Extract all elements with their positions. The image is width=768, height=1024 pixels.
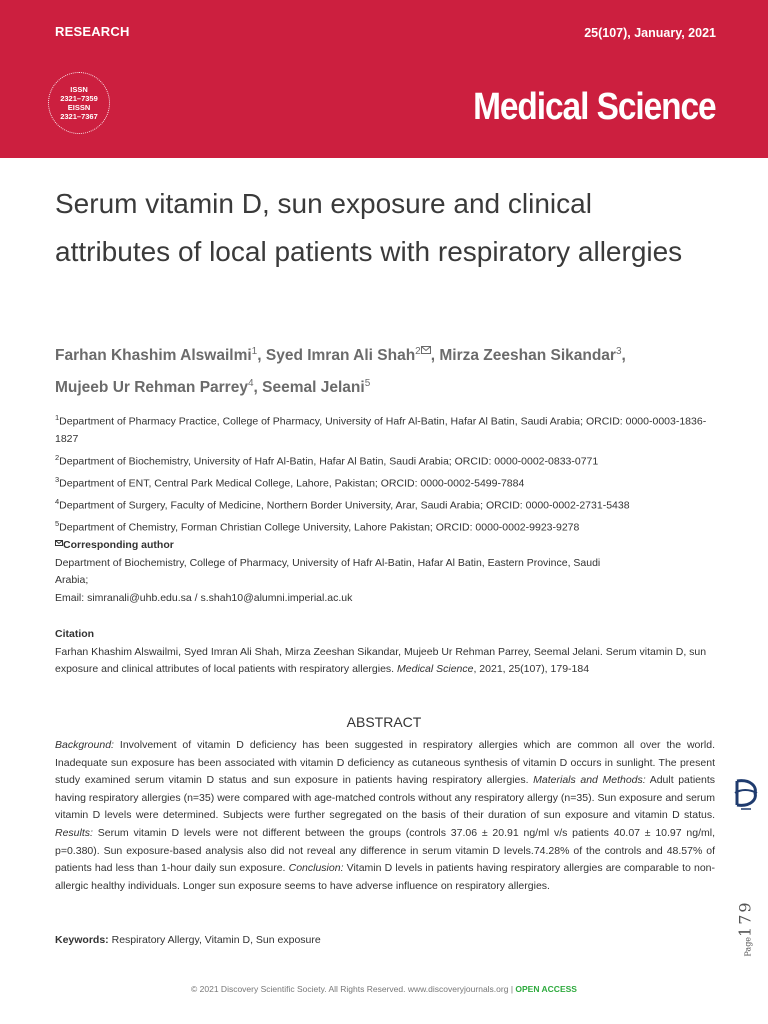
author-name[interactable]: Mirza Zeeshan Sikandar <box>439 347 616 365</box>
abstract-background: Involvement of vitamin D deficiency has been suggested in respiratory allergies which are common all over the world. Inadequate sun exposure has been associated with vitamin D deficiency as cutaneous synthesis of vitamin D occurs in sunlight. The present study examined serum vitamin D status and sun exposure in patients having respiratory allergies. <box>55 739 715 787</box>
affiliation-text: Department of Surgery, Faculty of Medicine, Northern Border University, Arar, Saudi Arabia; ORCID: 0000-0002-2731-5438 <box>59 499 630 511</box>
citation-volume: , 2021, 25(107), 179-184 <box>473 663 590 675</box>
footer <box>0 984 768 994</box>
eissn-label: EISSN <box>67 103 91 112</box>
author-name[interactable]: Farhan Khashim Alswailmi <box>55 347 252 365</box>
author-name[interactable]: Syed Imran Ali Shah <box>265 347 416 365</box>
journal-banner <box>0 0 768 158</box>
affiliation-item <box>55 471 715 493</box>
page-label: Page <box>743 936 753 957</box>
abstract-background-label: Background: <box>55 739 114 751</box>
abstract-methods-label: Materials and Methods: <box>533 774 646 787</box>
corresponding-author <box>55 537 715 607</box>
affiliation-sup: 2 <box>55 452 60 462</box>
corresponding-heading-text: Corresponding author <box>63 539 174 551</box>
affiliation-sup: 5 <box>55 518 60 528</box>
abstract-methods: Adult patients having respiratory allergies (n=35) were compared with age-matched controls without any respiratory allergy (n=35). Sun exposure and serum vitamin D levels were determined. Subjects were further segregated on the basis of their duration of sun exposure and vitamin D status. <box>55 774 715 822</box>
affiliation-sup: 1 <box>55 413 60 422</box>
email-icon <box>55 539 63 551</box>
author-sup: 1 <box>251 346 258 357</box>
affiliation-text: Department of Chemistry, Forman Christian College University, Lahore Pakistan; ORCID: 0000-0002-9923-9278 <box>59 521 580 533</box>
affiliation-sup: 4 <box>55 496 60 506</box>
author-sup: 3 <box>615 346 622 357</box>
citation-heading: Citation <box>55 628 95 640</box>
page-number-rotated <box>736 900 755 956</box>
page-number-value: 179 <box>735 899 755 937</box>
citation-body: Farhan Khashim Alswailmi, Syed Imran Ali Shah, Mirza Zeeshan Sikandar, Mujeeb Ur Rehman Parrey, Seemal Jelani. Serum vitamin D, sun exposure and clinical attributes of local patients with respiratory allergies. <box>55 645 707 675</box>
citation-journal: Medical Science <box>397 663 474 675</box>
author-sup: 5 <box>364 378 371 390</box>
author-name[interactable]: Seemal Jelani <box>262 379 365 397</box>
article-title: Serum vitamin D, sun exposure and clinical attributes of local patients with respiratory allergies <box>55 188 683 267</box>
affiliations <box>55 409 715 537</box>
issn-badge <box>48 72 110 134</box>
abstract-results: Serum vitamin D levels were not different between the groups (controls 37.06 ± 20.91 ng/ml v/s patients 40.07 ± 10.97 ng/ml, p=0.380). Sun exposure-based analysis also did not reveal any difference in serum vitamin D levels.74.28% of the controls and 48.57% of patients had less than 1-hour daily sun exposure. <box>55 826 715 875</box>
author-sup: 4 <box>247 378 254 390</box>
author-sup: 2 <box>415 346 421 357</box>
affiliation-item <box>55 449 715 471</box>
issn-label: ISSN <box>70 85 88 94</box>
author-name[interactable]: Mujeeb Ur Rehman Parrey <box>55 379 248 397</box>
discovery-logo-icon <box>731 775 761 811</box>
affiliation-text: Department of Biochemistry, University of Hafr Al-Batin, Hafar Al Batin, Saudi Arabia; ORCID: 0000-0002-0833-0771 <box>59 455 599 467</box>
section-label: RESEARCH <box>55 24 130 39</box>
citation-block <box>55 626 715 679</box>
abstract-heading: ABSTRACT <box>346 714 422 730</box>
page-number <box>735 898 755 958</box>
corresponding-address: Department of Biochemistry, College of Pharmacy, University of Hafr Al-Batin, Hafar Al Batin, Eastern Province, Saudi Arabia; <box>55 556 601 586</box>
journal-name: Medical Science <box>473 86 716 128</box>
keywords <box>55 934 715 946</box>
affiliation-item <box>55 515 715 537</box>
issue-info: 25(107), January, 2021 <box>584 26 716 40</box>
affiliation-item <box>55 409 715 449</box>
email-icon[interactable] <box>421 346 431 357</box>
keywords-text: Respiratory Allergy, Vitamin D, Sun exposure <box>108 934 321 946</box>
affiliation-text: Department of Pharmacy Practice, College of Pharmacy, University of Hafr Al-Batin, Hafar Al Batin, Saudi Arabia; ORCID: 0000-0003-1836-1827 <box>55 415 707 445</box>
author-list: Farhan Khashim Alswailmi$^1$, Syed Imran Ali Shah$^2$ , Mirza Zeeshan Sikandar$^3$, Mujeeb Ur Rehman Parrey$^4$, Seemal Jelani$^5$ <box>55 346 626 397</box>
affiliation-sup: 3 <box>55 474 60 484</box>
issn-number: 2321–7359 <box>60 94 98 103</box>
corresponding-heading <box>55 537 715 555</box>
citation-text <box>55 644 715 679</box>
abstract-conclusion-label: Conclusion: <box>288 862 344 875</box>
footer-copyright: © 2021 Discovery Scientific Society. All Rights Reserved. www.discoveryjournals.org | <box>191 984 514 994</box>
abstract-conclusion: Vitamin D levels in patients having respiratory allergies are comparable to non-allergic healthy individuals. Longer sun exposure seems to have adverse influence on respiratory allergies. <box>55 862 715 892</box>
affiliation-text: Department of ENT, Central Park Medical College, Lahore, Pakistan; ORCID: 0000-0002-5499-7884 <box>59 477 525 489</box>
abstract-results-label: Results: <box>55 826 93 839</box>
affiliation-item <box>55 493 715 515</box>
corresponding-email[interactable]: Email: simranali@uhb.edu.sa / s.shah10@alumni.imperial.ac.uk <box>55 591 353 604</box>
abstract-body <box>55 737 715 895</box>
eissn-number: 2321–7367 <box>60 112 98 121</box>
keywords-label: Keywords: <box>55 934 109 946</box>
open-access-badge[interactable]: OPEN ACCESS <box>513 984 577 994</box>
